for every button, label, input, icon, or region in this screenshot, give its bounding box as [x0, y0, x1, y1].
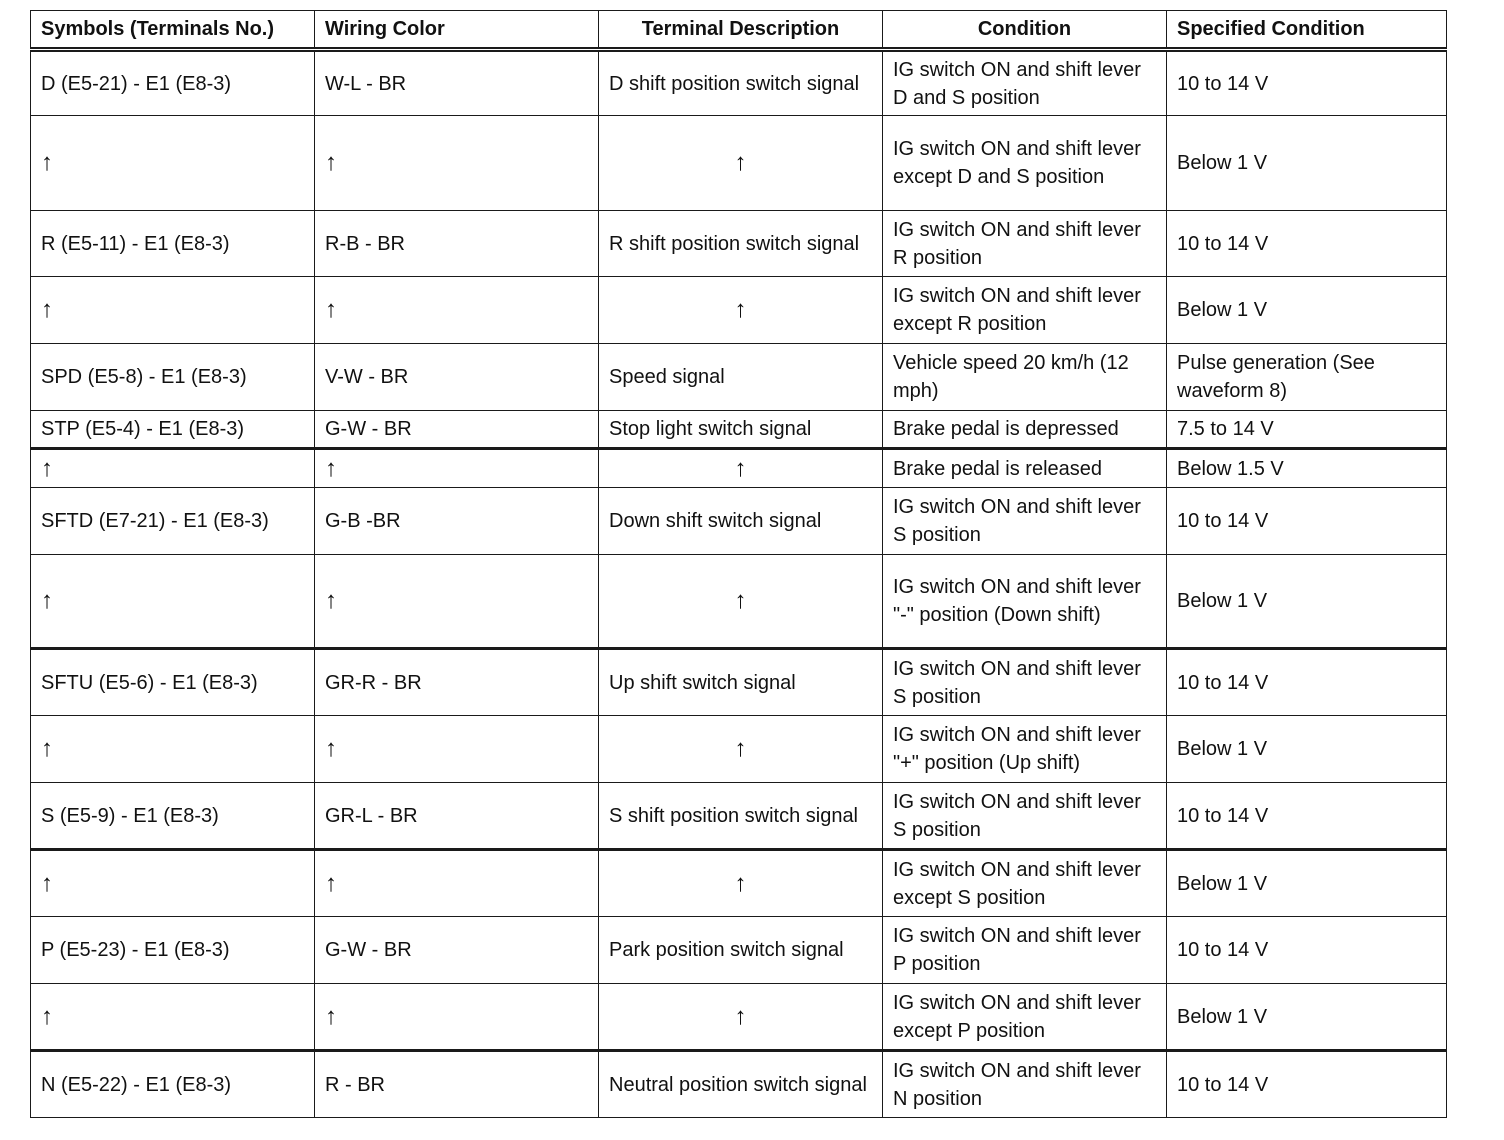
condition-cell: IG switch ON and shift lever "+" position (Up shift): [883, 716, 1167, 783]
condition-cell: Vehicle speed 20 km/h (12 mph): [883, 344, 1167, 411]
condition-cell: IG switch ON and shift lever "-" position (Down shift): [883, 555, 1167, 649]
terminal-spec-table: [30, 10, 1447, 1118]
specified-condition-cell: Below 1 V: [1167, 716, 1447, 783]
specified-condition-cell: 10 to 14 V: [1167, 50, 1447, 116]
wiring-color-cell: GR-L - BR: [315, 783, 599, 850]
ditto-arrow-icon: ↑: [315, 116, 599, 211]
condition-cell: Brake pedal is depressed: [883, 411, 1167, 449]
wiring-color-cell: V-W - BR: [315, 344, 599, 411]
specified-condition-cell: Below 1 V: [1167, 116, 1447, 211]
condition-cell: IG switch ON and shift lever P position: [883, 917, 1167, 984]
table-row: [31, 1051, 1447, 1118]
table-row: [31, 116, 1447, 211]
header-specified-condition: Specified Condition: [1167, 11, 1447, 50]
header-wiring-color: Wiring Color: [315, 11, 599, 50]
symbol-cell: SPD (E5-8) - E1 (E8-3): [31, 344, 315, 411]
symbol-cell: S (E5-9) - E1 (E8-3): [31, 783, 315, 850]
ditto-arrow-icon: ↑: [315, 716, 599, 783]
condition-cell: IG switch ON and shift lever S position: [883, 783, 1167, 850]
table-row: [31, 850, 1447, 917]
wiring-color-cell: R - BR: [315, 1051, 599, 1118]
table-row: [31, 211, 1447, 277]
description-cell: R shift position switch signal: [599, 211, 883, 277]
table-row: [31, 783, 1447, 850]
description-cell: D shift position switch signal: [599, 50, 883, 116]
condition-cell: IG switch ON and shift lever S position: [883, 649, 1167, 716]
ditto-arrow-icon: ↑: [31, 850, 315, 917]
table-row: [31, 449, 1447, 488]
description-cell: S shift position switch signal: [599, 783, 883, 850]
symbol-cell: SFTU (E5-6) - E1 (E8-3): [31, 649, 315, 716]
specified-condition-cell: 10 to 14 V: [1167, 917, 1447, 984]
condition-cell: IG switch ON and shift lever R position: [883, 211, 1167, 277]
ditto-arrow-icon: ↑: [599, 277, 883, 344]
condition-cell: IG switch ON and shift lever except P position: [883, 984, 1167, 1051]
specified-condition-cell: 10 to 14 V: [1167, 211, 1447, 277]
specified-condition-cell: 10 to 14 V: [1167, 488, 1447, 555]
ditto-arrow-icon: ↑: [599, 716, 883, 783]
table-body: [31, 50, 1447, 1118]
ditto-arrow-icon: ↑: [31, 984, 315, 1051]
condition-cell: IG switch ON and shift lever except R position: [883, 277, 1167, 344]
symbol-cell: R (E5-11) - E1 (E8-3): [31, 211, 315, 277]
specified-condition-cell: Below 1 V: [1167, 984, 1447, 1051]
header-symbols: Symbols (Terminals No.): [31, 11, 315, 50]
table-row: [31, 344, 1447, 411]
symbol-cell: STP (E5-4) - E1 (E8-3): [31, 411, 315, 449]
table-row: [31, 917, 1447, 984]
table-row: [31, 277, 1447, 344]
wiring-color-cell: G-W - BR: [315, 917, 599, 984]
specified-condition-cell: Pulse generation (See waveform 8): [1167, 344, 1447, 411]
table-row: [31, 716, 1447, 783]
ditto-arrow-icon: ↑: [599, 555, 883, 649]
ditto-arrow-icon: ↑: [315, 555, 599, 649]
condition-cell: IG switch ON and shift lever except S position: [883, 850, 1167, 917]
table-row: [31, 649, 1447, 716]
header-row: [31, 11, 1447, 50]
symbol-cell: D (E5-21) - E1 (E8-3): [31, 50, 315, 116]
ditto-arrow-icon: ↑: [31, 716, 315, 783]
ditto-arrow-icon: ↑: [599, 449, 883, 488]
ditto-arrow-icon: ↑: [31, 116, 315, 211]
symbol-cell: P (E5-23) - E1 (E8-3): [31, 917, 315, 984]
specified-condition-cell: 10 to 14 V: [1167, 783, 1447, 850]
specified-condition-cell: 10 to 14 V: [1167, 649, 1447, 716]
condition-cell: Brake pedal is released: [883, 449, 1167, 488]
header-terminal-description: Terminal Description: [599, 11, 883, 50]
table-row: [31, 984, 1447, 1051]
condition-cell: IG switch ON and shift lever S position: [883, 488, 1167, 555]
description-cell: Stop light switch signal: [599, 411, 883, 449]
ditto-arrow-icon: ↑: [599, 850, 883, 917]
description-cell: Park position switch signal: [599, 917, 883, 984]
specified-condition-cell: Below 1 V: [1167, 277, 1447, 344]
table-row: [31, 555, 1447, 649]
wiring-color-cell: G-B -BR: [315, 488, 599, 555]
specified-condition-cell: 10 to 14 V: [1167, 1051, 1447, 1118]
symbol-cell: SFTD (E7-21) - E1 (E8-3): [31, 488, 315, 555]
specified-condition-cell: Below 1 V: [1167, 850, 1447, 917]
ditto-arrow-icon: ↑: [31, 277, 315, 344]
condition-cell: IG switch ON and shift lever N position: [883, 1051, 1167, 1118]
condition-cell: IG switch ON and shift lever D and S position: [883, 50, 1167, 116]
wiring-color-cell: G-W - BR: [315, 411, 599, 449]
ditto-arrow-icon: ↑: [599, 116, 883, 211]
table-header: [31, 11, 1447, 50]
ditto-arrow-icon: ↑: [315, 850, 599, 917]
ditto-arrow-icon: ↑: [31, 555, 315, 649]
ditto-arrow-icon: ↑: [599, 984, 883, 1051]
wiring-color-cell: GR-R - BR: [315, 649, 599, 716]
condition-cell: IG switch ON and shift lever except D and S position: [883, 116, 1167, 211]
specified-condition-cell: Below 1 V: [1167, 555, 1447, 649]
description-cell: Neutral position switch signal: [599, 1051, 883, 1118]
wiring-color-cell: W-L - BR: [315, 50, 599, 116]
ditto-arrow-icon: ↑: [315, 984, 599, 1051]
table-row: [31, 50, 1447, 116]
description-cell: Up shift switch signal: [599, 649, 883, 716]
ditto-arrow-icon: ↑: [315, 277, 599, 344]
description-cell: Down shift switch signal: [599, 488, 883, 555]
ditto-arrow-icon: ↑: [315, 449, 599, 488]
specified-condition-cell: Below 1.5 V: [1167, 449, 1447, 488]
table-row: [31, 411, 1447, 449]
table-row: [31, 488, 1447, 555]
specified-condition-cell: 7.5 to 14 V: [1167, 411, 1447, 449]
wiring-color-cell: R-B - BR: [315, 211, 599, 277]
symbol-cell: N (E5-22) - E1 (E8-3): [31, 1051, 315, 1118]
header-condition: Condition: [883, 11, 1167, 50]
description-cell: Speed signal: [599, 344, 883, 411]
ditto-arrow-icon: ↑: [31, 449, 315, 488]
